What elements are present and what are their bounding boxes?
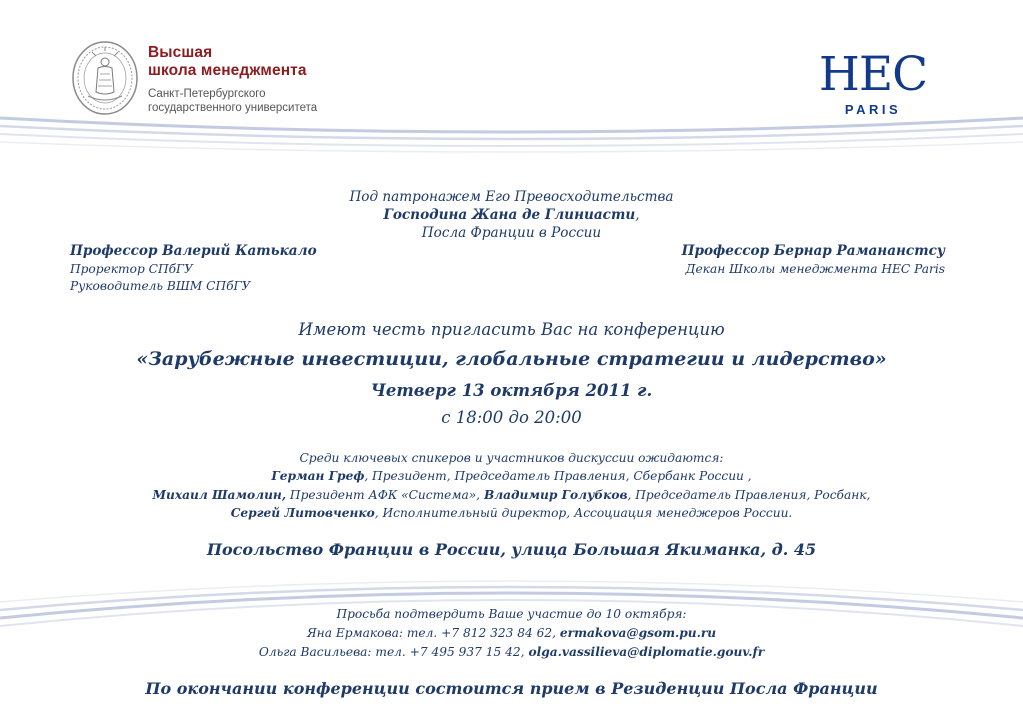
speaker-line3: [0, 505, 1023, 521]
contact-email-link[interactable]: olga.vassilieva@diplomatie.gouv.fr: [528, 645, 765, 659]
conference-time: с 18:00 до 20:00: [441, 408, 582, 427]
rsvp-contact2: [0, 644, 1023, 660]
contact-phone: Яна Ермакова: тел. +7 812 323 84 62,: [306, 626, 560, 640]
speaker-name: Владимир Голубков: [483, 488, 628, 502]
rsvp-intro: Просьба подтвердить Ваше участие до 10 октября:: [336, 607, 687, 621]
speaker-role: , Исполнительный директор, Ассоциация менеджеров России.: [374, 506, 793, 520]
left-host-name: Профессор Валерий Катькало: [70, 243, 317, 259]
contact-phone: Ольга Васильева: тел. +7 495 937 15 42,: [258, 645, 529, 659]
hec-paris-label: PARIS: [844, 102, 902, 117]
speakers-intro: Среди ключевых спикеров и участников дискуссии ожидаются:: [299, 451, 724, 465]
right-host-title1: Декан Школы менеджмента HEC Paris: [685, 262, 945, 276]
rsvp-contact1: [0, 625, 1023, 641]
right-host-name: Профессор Бернар Рамананстсу: [681, 243, 945, 259]
patronage-line3: Посла Франции в России: [421, 225, 602, 241]
speaker-line1: [0, 468, 1023, 484]
hsm-name-line2: школа менеджмента: [148, 62, 307, 79]
hsm-subtitle-line2: государственного университета: [148, 102, 318, 114]
reception-note: По окончании конференции состоится прием в Резиденции Посла Франции: [145, 679, 878, 698]
contact-email-link[interactable]: ermakova@gsom.pu.ru: [559, 626, 717, 640]
speaker-name: Герман Греф: [271, 469, 365, 483]
top-swoosh-divider: [0, 96, 1023, 166]
speaker-line2: [0, 487, 1023, 503]
left-host-title1: Проректор СПбГУ: [70, 262, 193, 276]
patronage-line2: [0, 207, 1023, 224]
speaker-name: Сергей Литовченко: [230, 506, 375, 520]
ambassador-name: Господина Жана де Глиниасти: [383, 207, 636, 223]
conference-date: Четверг 13 октября 2011 г.: [370, 381, 653, 400]
speaker-role: , Председатель Правления, Росбанк,: [627, 488, 871, 502]
hec-wordmark: HEC: [818, 47, 928, 102]
speaker-role: Президент АФК «Система»,: [286, 488, 481, 502]
venue-address: Посольство Франции в России, улица Большая Якиманка, д. 45: [206, 540, 817, 559]
ambassador-name-suffix: ,: [635, 207, 640, 223]
hsm-name-line1: Высшая: [148, 44, 213, 61]
speaker-role: , Президент, Председатель Правления, Сбербанк России ,: [364, 469, 752, 483]
patronage-line1: Под патронажем Его Превосходительства: [349, 189, 674, 205]
left-host-title2: Руководитель ВШМ СПбГУ: [70, 279, 251, 293]
speaker-name: Михаил Шамолин,: [152, 488, 287, 502]
hsm-subtitle-line1: Санкт-Петербургского: [148, 88, 266, 100]
conference-title: «Зарубежные инвестиции, глобальные стратегии и лидерство»: [136, 348, 887, 370]
invitation-intro: Имеют честь пригласить Вас на конференцию: [298, 320, 725, 339]
